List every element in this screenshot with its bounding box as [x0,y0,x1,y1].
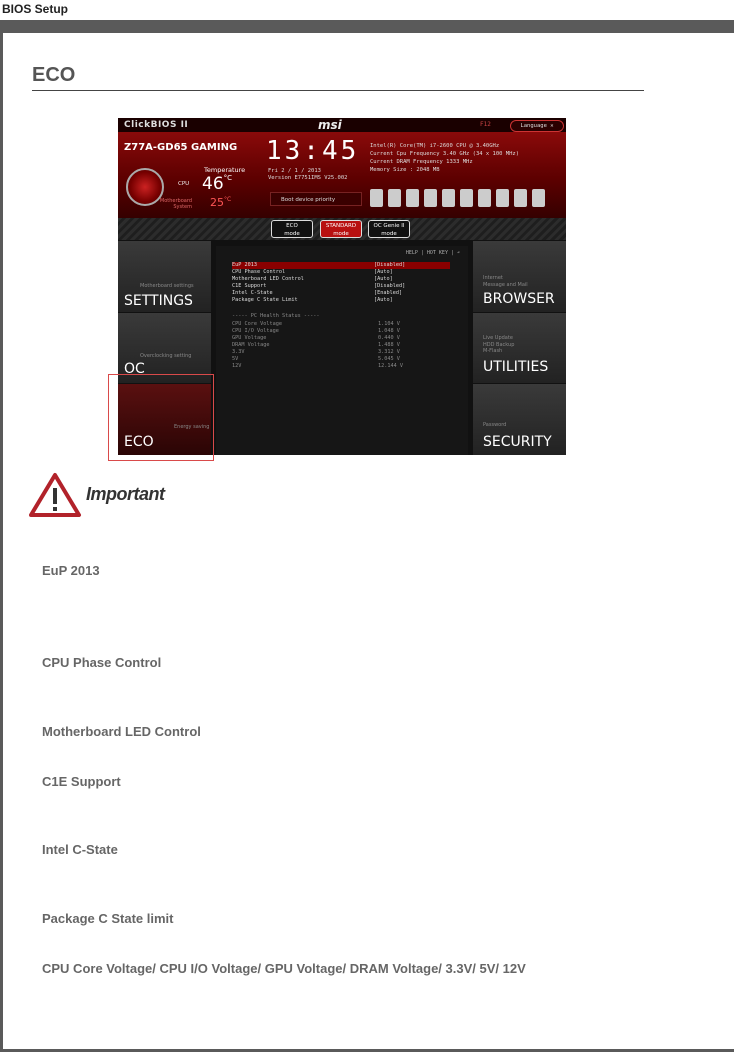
health-value: 1.048 V [378,328,400,334]
boot-device-icon[interactable] [532,189,545,207]
menu-row-package-c-state[interactable] [232,297,450,304]
panel-desc: Motherboard settings [140,283,194,289]
panel-desc-line: HDD Backup [483,341,515,348]
health-key: CPU I/O Voltage [232,328,279,334]
mode-sublabel: mode [333,231,349,237]
menu-value: [Auto] [374,269,393,275]
mode-sublabel: mode [381,231,397,237]
frame-left-border [0,33,3,1052]
mode-sublabel: mode [284,231,300,237]
boot-device-icon[interactable] [424,189,437,207]
language-label: Language [520,123,547,129]
menu-row-c1e[interactable] [232,283,450,290]
boot-device-icon[interactable] [478,189,491,207]
system-info [370,142,519,174]
panel-name: OC [124,361,145,377]
menu-value: [Auto] [374,276,393,282]
item-intel-c-state: Intel C-State [42,842,118,857]
menu-key: EuP 2013 [232,262,257,268]
mb-label-line2: System [173,204,192,210]
memory-size: Memory Size : 2048 MB [370,167,440,173]
health-key: 12V [232,363,242,369]
msi-logo: msi [318,118,342,132]
language-button[interactable] [510,120,564,132]
panel-desc-line: M-Flash [483,348,503,354]
health-key: DRAM Voltage [232,342,270,348]
panel-desc-line: Live Update [483,335,513,341]
boot-device-icon[interactable] [370,189,383,207]
board-name: Z77A-GD65 GAMING [124,142,238,153]
menu-key: C1E Support [232,283,267,289]
item-eup-2013: EuP 2013 [42,563,100,578]
cpu-temp-value: 46 [202,174,224,194]
bios-app-title: ClickBIOS II [124,120,189,130]
browser-panel[interactable] [473,241,566,313]
menu-key: Intel C-State [232,290,273,296]
settings-panel[interactable] [118,241,211,313]
cpu-frequency: Current Cpu Frequency 3.40 GHz (34 x 100 MHz) [370,151,520,157]
menu-row-c-state[interactable] [232,290,450,297]
motherboard-system-label [158,198,192,210]
panel-name: UTILITIES [483,359,549,375]
date-version [268,168,347,182]
health-value: 3.312 V [378,349,400,355]
section-title: ECO [32,64,76,86]
panel-desc [483,275,528,288]
health-value: 1.488 V [378,342,400,348]
health-value: 0.440 V [378,335,400,341]
panel-name: SETTINGS [124,293,193,309]
sys-temp-unit: °C [224,196,232,203]
mode-label: ECO [286,223,298,229]
panel-name: BROWSER [483,291,555,307]
menu-value: [Auto] [374,297,393,303]
boot-device-icon[interactable] [406,189,419,207]
panel-name: ECO [124,434,154,450]
mb-label-line1: Motherboard [159,198,192,204]
utilities-panel[interactable] [473,313,566,384]
panel-name: SECURITY [483,434,552,450]
system-temperature [210,196,231,209]
panel-desc: Overclocking setting [140,353,192,359]
menu-row-eup[interactable] [232,262,450,269]
health-value: 12.144 V [378,363,403,369]
health-value: 5.045 V [378,356,400,362]
boot-device-priority[interactable]: Boot device priority [270,192,362,206]
temperature-label: Temperature [204,166,246,174]
header-bar [0,20,734,33]
date: Fri 2 / 1 / 2013 [268,168,321,174]
warning-icon [28,472,82,518]
standard-mode-button[interactable] [320,220,362,238]
mode-label: OC Genie II [373,223,405,229]
health-status-title: ----- PC Health Status ----- [232,313,320,319]
menu-row-mb-led[interactable] [232,276,450,283]
item-cpu-phase-control: CPU Phase Control [42,655,162,670]
menu-value: [Disabled] [374,262,406,268]
section-rule [32,90,644,91]
system-clock: 13:45 [266,136,360,166]
panel-desc-line: Internet [483,275,503,281]
health-key: CPU Core Voltage [232,321,282,327]
close-icon: ✕ [550,123,554,129]
boot-device-icon[interactable] [514,189,527,207]
health-key: GPU Voltage [232,335,267,341]
menu-key: CPU Phase Control [232,269,286,275]
boot-device-icon[interactable] [460,189,473,207]
security-panel[interactable] [473,384,566,455]
boot-device-icon[interactable] [496,189,509,207]
important-label: Important [86,484,165,504]
sys-temp-value: 25 [210,196,224,209]
eco-settings-pane [216,246,468,455]
help-hotkey-bar[interactable]: HELP | HOT KEY | ↶ [405,250,460,256]
eco-mode-button[interactable] [271,220,313,238]
health-key: 3.3V [232,349,245,355]
menu-key: Package C State Limit [232,297,298,303]
cpu-temperature [202,174,232,194]
menu-key: Motherboard LED Control [232,276,304,282]
cpu-model: Intel(R) Core(TM) i7-2600 CPU @ 3.40GHz [370,143,500,149]
item-c1e-support: C1E Support [42,774,121,789]
panel-desc: Energy saving [174,424,210,430]
health-value: 1.104 V [378,321,400,327]
cpu-label: CPU [178,181,190,187]
boot-device-icon[interactable] [442,189,455,207]
page-header: BIOS Setup [2,2,69,16]
f12-screenshot-button[interactable]: F12 [480,121,491,128]
item-motherboard-led-control: Motherboard LED Control [42,724,201,739]
oc-genie-mode-button[interactable] [368,220,410,238]
boot-device-icon[interactable] [388,189,401,207]
dram-frequency: Current DRAM Frequency 1333 MHz [370,159,473,165]
item-voltage-readings: CPU Core Voltage/ CPU I/O Voltage/ GPU Voltage/ DRAM Voltage/ 3.3V/ 5V/ 12V [42,961,526,976]
panel-desc [483,335,514,355]
panel-desc-line: Message and Mail [483,281,528,288]
eco-callout-box [108,374,214,461]
menu-row-cpu-phase[interactable] [232,269,450,276]
menu-value: [Disabled] [374,283,406,289]
item-package-c-state-limit: Package C State limit [42,911,174,926]
menu-value: [Enabled] [374,290,403,296]
health-key: 5V [232,356,239,362]
panel-desc: Password [483,422,507,428]
cpu-temp-unit: °C [223,174,233,182]
bios-version: Version E7751IMS V25.002 [268,175,348,181]
mode-label: STANDARD [325,223,357,229]
